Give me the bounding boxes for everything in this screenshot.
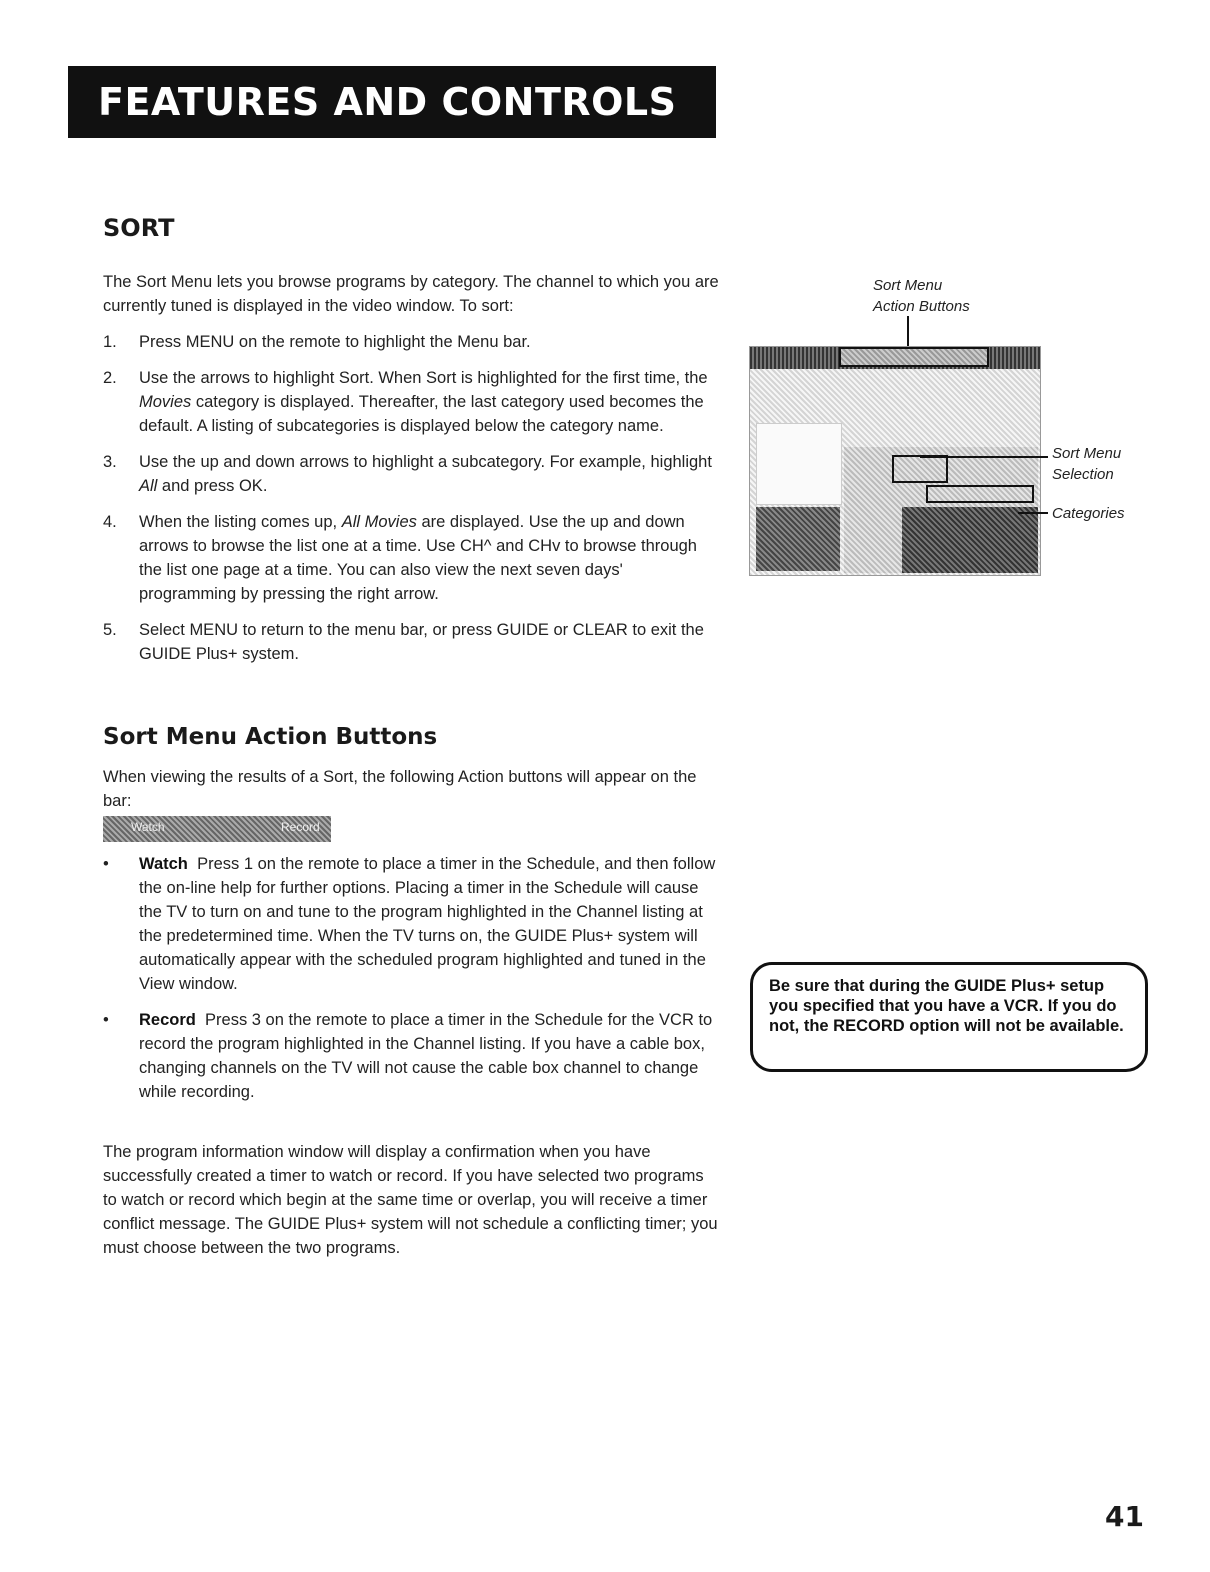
list-item: 5. Select MENU to return to the menu bar, or press GUIDE or CLEAR to exit the GUIDE Plus+ system.	[103, 621, 704, 663]
closing-paragraph: The program information window will display a confirmation when you have successfully created a timer to watch or record. If you have selected two programs to watch or record which begin at the same time or overlap, you will receive a timer conflict message. The GUIDE Plus+ system will not schedule a conflicting timer; you must choose between the two programs.	[103, 1143, 718, 1257]
action-buttons-heading: Sort Menu Action Buttons	[103, 724, 438, 750]
record-label: Record	[281, 820, 320, 834]
caption-sort-selection: Sort Menu Selection	[1052, 445, 1122, 483]
video-window	[756, 423, 842, 505]
sort-heading: SORT	[103, 214, 175, 242]
sort-intro: The Sort Menu lets you browse programs by category. The channel to which you are currently tuned is displayed in the video window. To sort:	[103, 273, 719, 315]
list-item: 3. Use the up and down arrows to highlight a subcategory. For example, highlight All and press OK.	[103, 453, 712, 495]
callout-line	[907, 316, 909, 346]
list-item: • Record Press 3 on the remote to place a timer in the Schedule for the VCR to record the program highlighted in the Channel listing. If you have a cable box, changing channels on the TV will not cause the cable box channel to change while recording.	[103, 1011, 713, 1101]
watch-label: Watch	[131, 820, 165, 834]
list-item: • Watch Press 1 on the remote to place a timer in the Schedule, and then follow the on-line help for further options. Placing a timer in the Schedule will cause the TV to turn on and tune to the program highlighted in the Channel listing at the predetermined time. When the TV turns on, the GUIDE Plus+ system will automatically appear with the scheduled program highlighted and tuned in the View window.	[103, 855, 716, 993]
section-banner: FEATURES AND CONTROLS	[68, 66, 716, 138]
page-number: 41	[1105, 1500, 1144, 1533]
categories-highlight	[926, 485, 1034, 503]
sort-menu-screenshot	[749, 346, 1041, 576]
action-buttons-area	[839, 347, 989, 367]
caption-categories: Categories	[1052, 505, 1125, 522]
caption-action-buttons: Sort Menu Action Buttons	[873, 277, 970, 315]
callout-line	[1018, 512, 1048, 514]
info-panel	[756, 507, 840, 571]
subcategory-list	[902, 507, 1038, 573]
list-item: 4. When the listing comes up, All Movies are displayed. Use the up and down arrows to browse the list one at a time. Use CH^ and CHv to browse through the list one page at a time. You can also view the next seven days' programming by pressing the right arrow.	[103, 513, 697, 603]
list-item: 1. Press MENU on the remote to highlight the Menu bar.	[103, 333, 531, 351]
note-box: Be sure that during the GUIDE Plus+ setup you specified that you have a VCR. If you do not, the RECORD option will not be available.	[750, 962, 1148, 1072]
action-bar-image	[103, 816, 331, 842]
sort-selection-highlight	[892, 455, 948, 483]
action-bullets	[103, 852, 718, 1116]
list-item: 2. Use the arrows to highlight Sort. When Sort is highlighted for the first time, the Movies category is displayed. Thereafter, the last category used becomes the default. A listing of subcategories is displayed below the category name.	[103, 369, 708, 435]
sort-steps	[103, 330, 718, 678]
callout-line	[920, 456, 1048, 458]
action-intro: When viewing the results of a Sort, the following Action buttons will appear on the bar:	[103, 768, 697, 810]
